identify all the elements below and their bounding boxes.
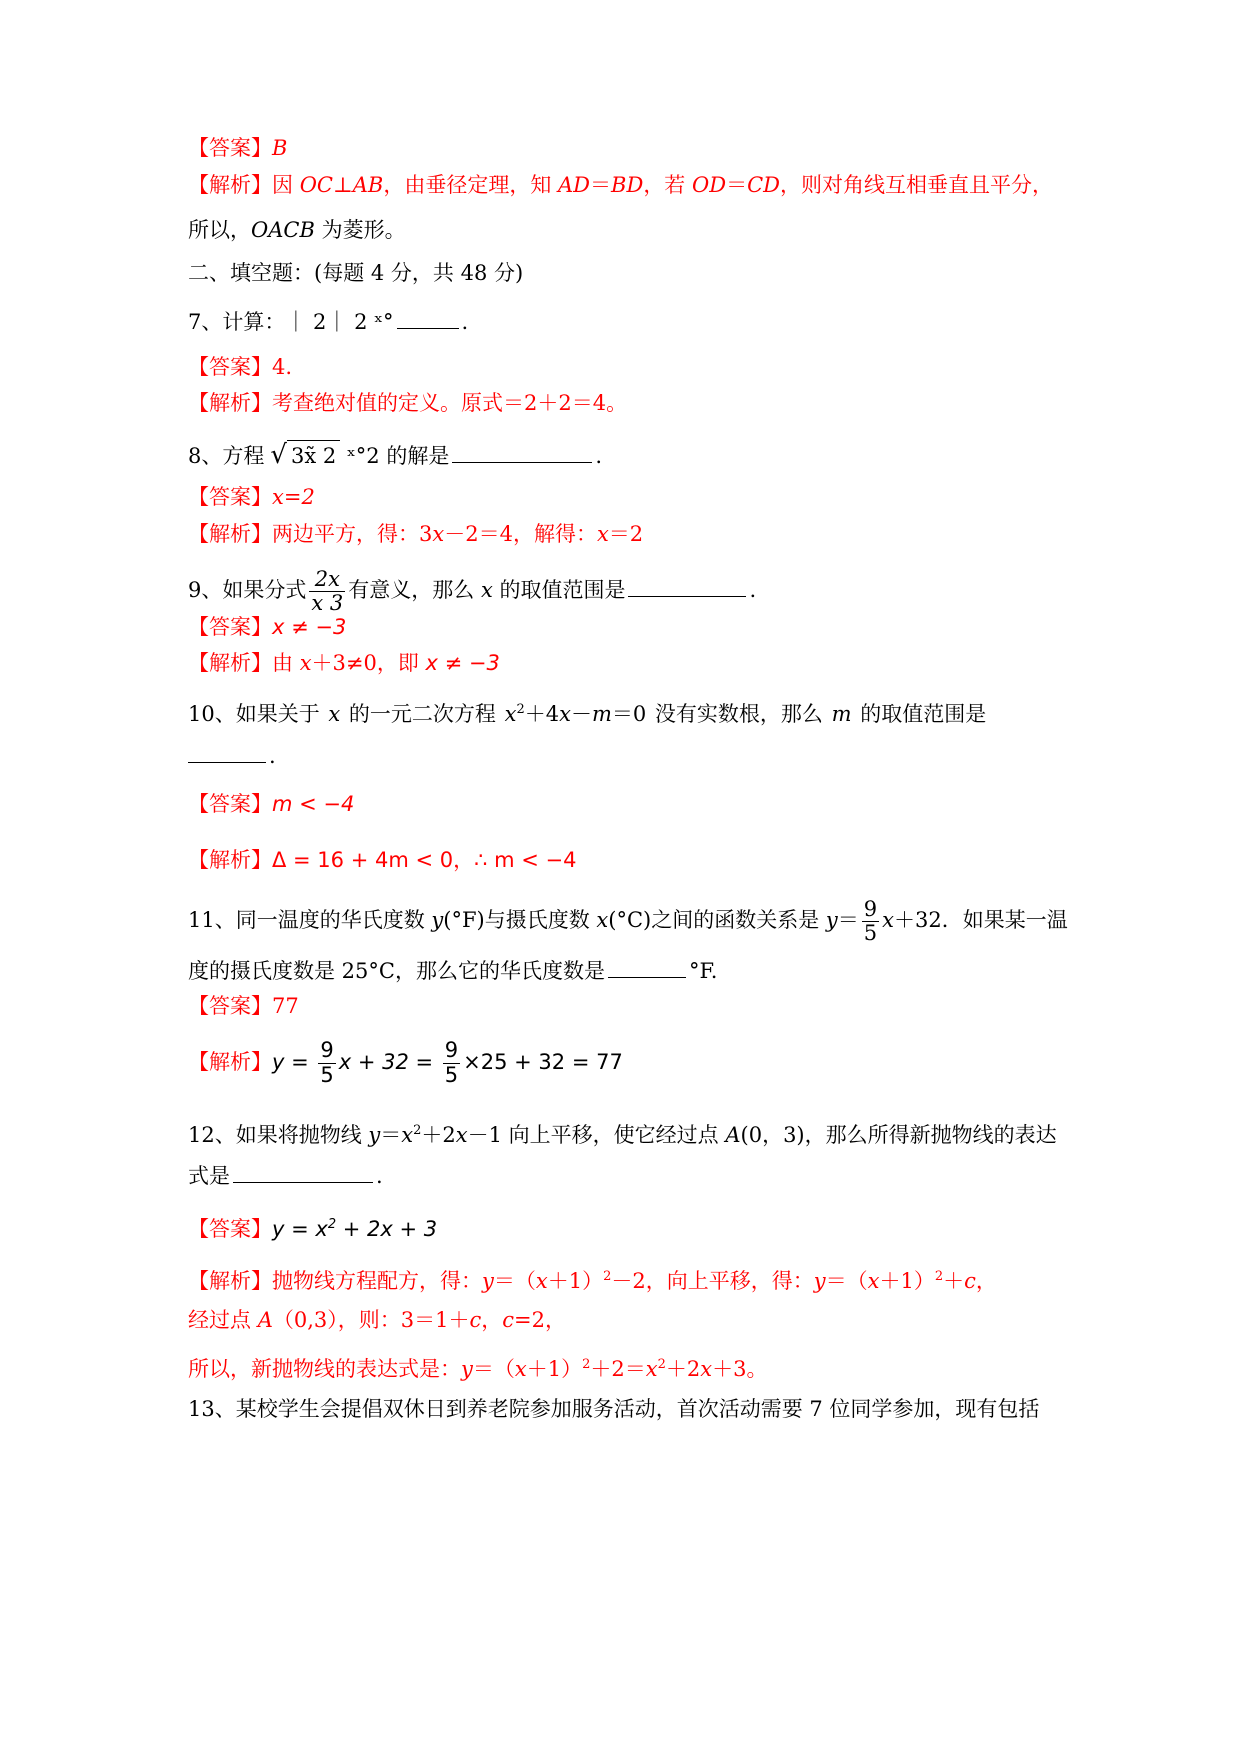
q8-analysis-text: 两边平方，得：3: [272, 522, 433, 546]
q11-analysis-numerator: 9: [320, 1038, 334, 1063]
q11-text: (°F)与摄氏度数: [443, 908, 597, 932]
sqrt-icon: √: [270, 440, 287, 470]
q12-analysis-text: ＋2＝: [590, 1357, 646, 1381]
q8-prefix: 8、方程: [188, 444, 265, 468]
q6-answer-line: [188, 133, 287, 163]
q6-analysis-text: OD: [692, 173, 727, 197]
q11-analysis-line: [188, 1032, 623, 1092]
q12-analysis-line2: [188, 1305, 566, 1335]
q6-analysis-text: 因: [272, 173, 300, 197]
q12-analysis-text: ，: [481, 1308, 503, 1332]
q9-answer: x ≠ −3: [272, 615, 347, 639]
q11-analysis-text: y =: [272, 1050, 316, 1074]
q8-analysis-line: [188, 519, 643, 549]
q7-prefix: 7、计算：: [188, 310, 286, 334]
q9-fraction-denominator: x 3: [311, 591, 344, 615]
answer-label: 【答案】: [188, 792, 272, 816]
q12-analysis-text: ＝（: [472, 1357, 515, 1381]
q12-analysis-text: x: [645, 1357, 658, 1381]
q11-fraction-numerator: 9: [863, 896, 878, 921]
q8-analysis-text: ＝2: [608, 522, 644, 546]
q12-text: 2: [413, 1123, 422, 1138]
q10-text: 的取值范围是: [851, 702, 987, 726]
q7-answer-blank: [397, 306, 459, 329]
q11-analysis-fraction: [318, 1039, 335, 1086]
answer-label: 【答案】: [188, 136, 272, 160]
q8-radicand: 3x̃ 2: [287, 440, 340, 471]
q11-answer: 77: [272, 994, 299, 1018]
q12-text: －1 向上平移，使它经过点: [467, 1123, 726, 1147]
q12-text: 12、如果将抛物线: [188, 1123, 369, 1147]
q9-analysis-text: x ≠ −3: [425, 651, 500, 675]
q6-analysis-text: OC⊥AB: [299, 173, 384, 197]
q7-question: [188, 306, 468, 337]
q10-answer: m < −4: [272, 792, 355, 816]
analysis-label: 【解析】: [188, 848, 272, 872]
q9-analysis-text: 由: [272, 651, 300, 675]
q12-analysis-text: =2，: [514, 1308, 566, 1332]
q12-analysis-text: ，: [975, 1269, 997, 1293]
q9-mid: 有意义，那么: [348, 578, 481, 602]
q6-analysis-text: BD: [611, 173, 644, 197]
q10-text: m: [591, 702, 612, 726]
q12-analysis-line1: [188, 1262, 997, 1296]
q10-text: ＋4: [524, 702, 560, 726]
q8-analysis-text: －2＝4，解得：: [444, 522, 597, 546]
q6-answer: B: [272, 136, 288, 160]
q12-analysis-text: x: [514, 1357, 527, 1381]
q7-expression: ｜ 2｜ 2 ˣ°: [285, 310, 394, 334]
q12-analysis-text: c: [502, 1308, 515, 1332]
q8-analysis-text: x: [596, 522, 609, 546]
q9-question: [188, 560, 756, 620]
q9-fraction: [309, 568, 345, 615]
q12-analysis-text: ＋2: [665, 1357, 701, 1381]
q12-analysis-text: 2: [582, 1357, 591, 1372]
q12-suffix: .: [376, 1164, 383, 1188]
q12-answer-blank: [233, 1160, 373, 1183]
q12-analysis-text: 2: [934, 1269, 944, 1284]
q11-analysis-text: ×25 + 32 = 77: [463, 1050, 623, 1074]
q6-analysis-text: ，由垂径定理，知: [383, 173, 559, 197]
q7-analysis: 考查绝对值的定义。原式＝2＋2＝4。: [272, 391, 628, 415]
q12-analysis-text: ＝（: [825, 1269, 868, 1293]
q10-analysis: Δ = 16 + 4m < 0，∴ m < −4: [272, 848, 577, 872]
q11-analysis-text: x + 32 =: [338, 1050, 440, 1074]
q12-analysis-text: A: [257, 1308, 273, 1332]
q12-text: x: [455, 1123, 468, 1147]
answer-label: 【答案】: [188, 485, 272, 509]
q9-analysis-text: x: [299, 651, 312, 675]
q9-var: x: [480, 578, 493, 602]
q11-analysis-fraction: [443, 1039, 460, 1086]
answer-label: 【答案】: [188, 1217, 272, 1241]
q9-after: 的取值范围是: [492, 578, 626, 602]
q12-analysis-text: 经过点: [188, 1308, 258, 1332]
q12-analysis-text: ＝（: [493, 1269, 536, 1293]
q8-answer-blank: [452, 440, 592, 463]
q9-fraction-numerator: 2x: [309, 568, 345, 592]
q11-text: y: [825, 908, 838, 932]
q12-analysis-text: y: [482, 1269, 494, 1293]
q10-text: －: [570, 702, 592, 726]
q12-analysis-text: －2，向上平移，得：: [611, 1269, 814, 1293]
q12-analysis-text: ＋3。: [712, 1357, 768, 1381]
q10-question: [188, 695, 986, 729]
q12-analysis-line3: [188, 1350, 767, 1384]
q8-analysis-text: x: [432, 522, 445, 546]
q12-question-line2: [188, 1160, 383, 1191]
q12-answer-text: + 2x + 3: [336, 1217, 438, 1241]
q12-analysis-text: c: [469, 1308, 482, 1332]
q9-suffix: .: [749, 578, 757, 602]
q12-text: y: [368, 1123, 381, 1147]
q10-answer-line: [188, 789, 354, 819]
q10-text: ＝0 没有实数根，那么: [611, 702, 832, 726]
q12-analysis-text: 抛物线方程配方，得：: [272, 1269, 482, 1293]
q11-text: ＋32．如果某一温: [894, 908, 1068, 932]
answer-label: 【答案】: [188, 615, 272, 639]
q12-analysis-text: x: [535, 1269, 548, 1293]
q11-line2-unit: °F.: [688, 959, 718, 983]
q12-answer: [272, 1217, 437, 1241]
q12-analysis-text: ＋1）: [526, 1357, 583, 1381]
q8-after: ˣ°2 的解是: [340, 444, 450, 468]
q12-analysis-text: y: [813, 1269, 826, 1293]
q12-answer-text: y = x: [272, 1217, 328, 1241]
answer-label: 【答案】: [188, 994, 272, 1018]
q12-text: x: [401, 1123, 414, 1147]
q7-answer: 4.: [272, 355, 293, 379]
q9-answer-blank: [628, 574, 746, 597]
q13-question: 13、某校学生会提倡双休日到养老院参加服务活动，首次活动需要 7 位同学参加，现有包括: [188, 1397, 1040, 1421]
q8-answer-line: [188, 482, 315, 512]
q10-text: 的一元二次方程: [340, 702, 505, 726]
q12-line2-text: 式是: [188, 1164, 230, 1188]
q11-analysis-denominator: 5: [444, 1062, 459, 1087]
q7-answer-line: [188, 352, 292, 382]
q12-question: [188, 1116, 1057, 1150]
q12-text: ＝: [380, 1123, 402, 1147]
q11-answer-blank: [608, 955, 686, 978]
analysis-label: 【解析】: [188, 391, 272, 415]
q10-answer-blank: [188, 740, 266, 763]
q9-analysis-text: ＋3≠0，即: [311, 651, 426, 675]
q6-analysis-text: ＝: [590, 173, 612, 197]
analysis-label: 【解析】: [188, 522, 272, 546]
q11-analysis-numerator: 9: [444, 1038, 459, 1063]
analysis-label: 【解析】: [188, 651, 272, 675]
q11-text: x: [882, 908, 894, 932]
q6-analysis-text: ，若: [643, 173, 692, 197]
q11-question-line2: [188, 955, 717, 986]
q6-cont-text: 为菱形。: [314, 218, 406, 242]
q11-question: [188, 888, 1068, 952]
q11-analysis-denominator: 5: [320, 1062, 334, 1087]
analysis-label: 【解析】: [188, 1050, 272, 1074]
q12-analysis-text: y: [461, 1357, 473, 1381]
q12-analysis-text: 2: [603, 1269, 612, 1284]
q11-fraction: [862, 898, 879, 945]
q10-text: m: [831, 702, 852, 726]
q12-text: ＋2: [421, 1123, 456, 1147]
q10-text: 10、如果关于: [188, 702, 329, 726]
q10-blank-line: [188, 740, 276, 771]
q12-analysis-text: ＋: [943, 1269, 965, 1293]
q7-suffix: .: [461, 310, 469, 334]
q11-text: ＝: [837, 908, 859, 932]
q8-suffix: .: [595, 444, 603, 468]
q11-text: (°C)之间的函数关系是: [608, 908, 826, 932]
q12-analysis-text: 所以，新抛物线的表达式是：: [188, 1357, 461, 1381]
q7-analysis-line: [188, 388, 627, 418]
answer-label: 【答案】: [188, 355, 272, 379]
q9-answer-line: [188, 612, 346, 642]
q11-text: 11、同一温度的华氏度数: [188, 908, 432, 932]
q12-analysis-text: c: [964, 1269, 976, 1293]
q10-text: x: [504, 702, 517, 726]
q11-answer-line: [188, 991, 299, 1021]
q12-analysis-text: （0,3），则：3＝1＋: [272, 1308, 470, 1332]
analysis-label: 【解析】: [188, 173, 272, 197]
q11-text: x: [596, 908, 609, 932]
q6-analysis-text: ＝: [726, 173, 748, 197]
q11-text: y: [431, 908, 444, 932]
q12-analysis-text: x: [867, 1269, 880, 1293]
q10-text: x: [328, 702, 341, 726]
q8-answer: x=2: [272, 485, 315, 509]
q11-analysis-formula: [272, 1038, 623, 1087]
q10-suffix: .: [269, 744, 276, 768]
q12-analysis-text: x: [700, 1357, 713, 1381]
q6-cont-text: OACB: [251, 218, 315, 242]
q6-analysis-text: AD: [558, 173, 591, 197]
q12-analysis-text: ＋1）: [879, 1269, 935, 1293]
q11-fraction-denominator: 5: [863, 921, 878, 945]
q6-cont-text: 所以，: [188, 218, 251, 242]
q6-analysis-text: CD: [747, 173, 780, 197]
q12-analysis-text: 2: [657, 1357, 666, 1372]
q12-answer-text: 2: [327, 1217, 337, 1232]
q9-analysis-line: [188, 648, 500, 678]
q10-text: x: [559, 702, 571, 726]
q12-text: (0，3)，那么所得新抛物线的表达: [740, 1123, 1057, 1147]
q6-analysis-line: [188, 170, 1053, 200]
q6-analysis-text: ，则对角线互相垂直且平分，: [779, 173, 1053, 197]
q11-line2-text: 度的摄氏度数是 25°C，那么它的华氏度数是: [188, 959, 605, 983]
q10-analysis-line: [188, 845, 577, 875]
q8-question: [188, 440, 602, 471]
q10-text: 2: [516, 702, 525, 717]
section-heading: 二、填空题：(每题 4 分，共 48 分): [188, 261, 524, 285]
q12-text: A: [725, 1123, 741, 1147]
q12-answer-line: [188, 1210, 437, 1244]
q12-analysis-text: ＋1）: [547, 1269, 604, 1293]
analysis-label: 【解析】: [188, 1269, 272, 1293]
q6-analysis-continued: [188, 215, 406, 245]
q9-prefix: 9、如果分式: [188, 578, 307, 602]
